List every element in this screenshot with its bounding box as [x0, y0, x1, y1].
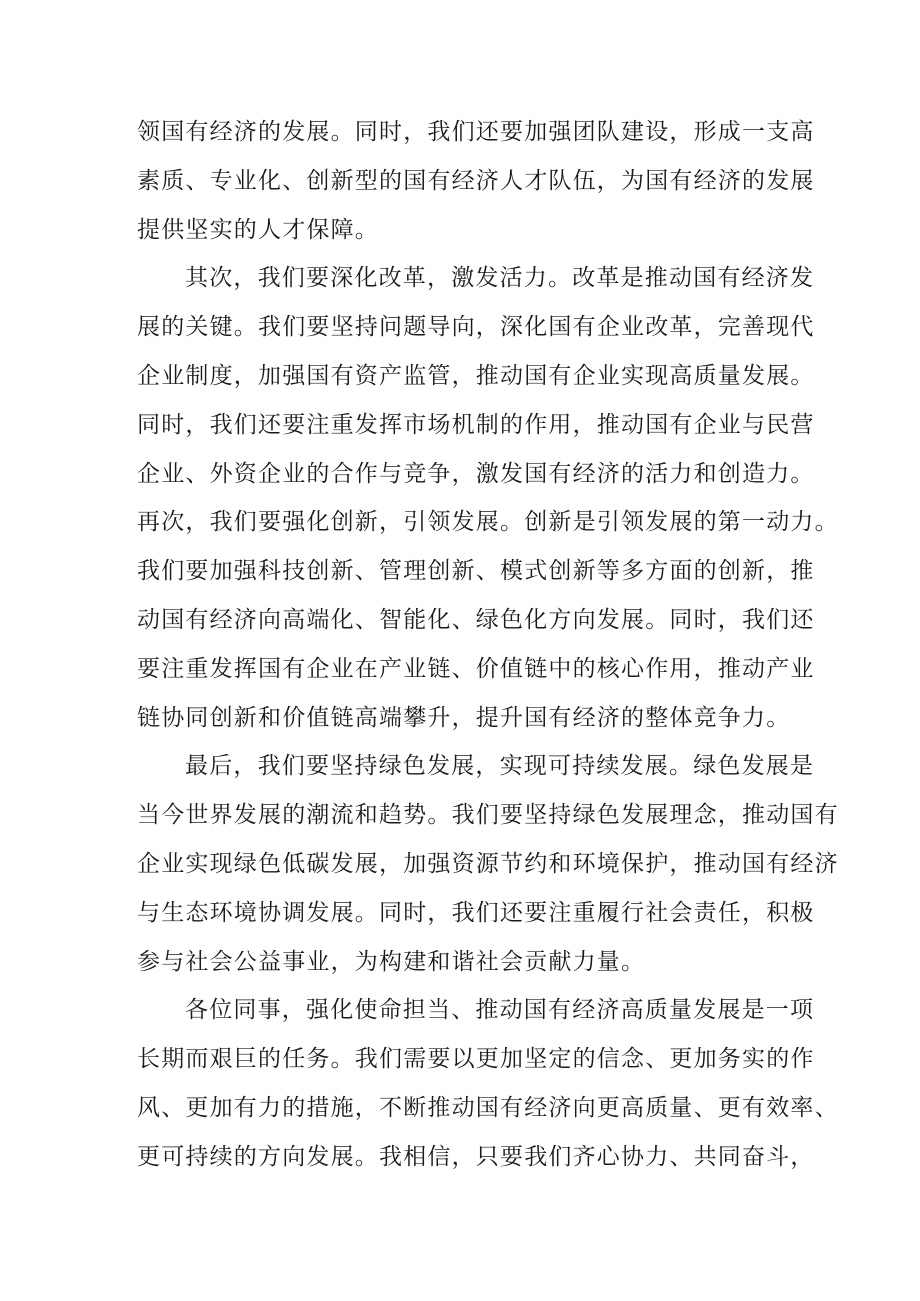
paragraph-first-line: 其次，我们要深化改革，激发活力。改革是推动国有经济发 — [185, 265, 815, 292]
text-line: 再次，我们要强化创新，引领发展。创新是引领发展的第一动力。 — [137, 509, 839, 536]
text-line: 我们要加强科技创新、管理创新、模式创新等多方面的创新，推 — [137, 558, 815, 585]
text-line: 企业实现绿色低碳发展，加强资源节约和环境保护，推动国有经济 — [137, 850, 839, 877]
text-line: 领国有经济的发展。同时，我们还要加强团队建设，形成一支高 — [137, 119, 815, 145]
text-line: 当今世界发展的潮流和趋势。我们要坚持绿色发展理念，推动国有 — [137, 802, 839, 829]
paragraph-first-line: 各位同事，强化使命担当、推动国有经济高质量发展是一项 — [185, 997, 815, 1024]
text-line: 链协同创新和价值链高端攀升，提升国有经济的整体竞争力。 — [137, 704, 791, 731]
text-line: 参与社会公益事业，为构建和谐社会贡献力量。 — [137, 948, 646, 975]
text-line: 长期而艰巨的任务。我们需要以更加坚定的信念、更加务实的作 — [137, 1046, 815, 1073]
text-line: 更可持续的方向发展。我相信，只要我们齐心协力、共同奋斗， — [137, 1143, 815, 1170]
text-line: 提供坚实的人才保障。 — [137, 216, 379, 243]
text-line: 同时，我们还要注重发挥市场机制的作用，推动国有企业与民营 — [137, 411, 815, 438]
text-line: 素质、专业化、创新型的国有经济人才队伍，为国有经济的发展 — [137, 167, 815, 194]
text-line: 要注重发挥国有企业在产业链、价值链中的核心作用，推动产业 — [137, 655, 815, 682]
text-line: 与生态环境协调发展。同时，我们还要注重履行社会责任，积极 — [137, 899, 815, 926]
text-line: 展的关键。我们要坚持问题导向，深化国有企业改革，完善现代 — [137, 314, 815, 341]
paragraph-first-line: 最后，我们要坚持绿色发展，实现可持续发展。绿色发展是 — [185, 753, 815, 780]
text-line: 企业、外资企业的合作与竞争，激发国有经济的活力和创造力。 — [137, 460, 815, 487]
body-text — [137, 108, 839, 1182]
text-line: 企业制度，加强国有资产监管，推动国有企业实现高质量发展。 — [137, 362, 815, 389]
text-line: 风、更加有力的措施，不断推动国有经济向更高质量、更有效率、 — [137, 1094, 839, 1121]
text-line: 动国有经济向高端化、智能化、绿色化方向发展。同时，我们还 — [137, 606, 815, 633]
